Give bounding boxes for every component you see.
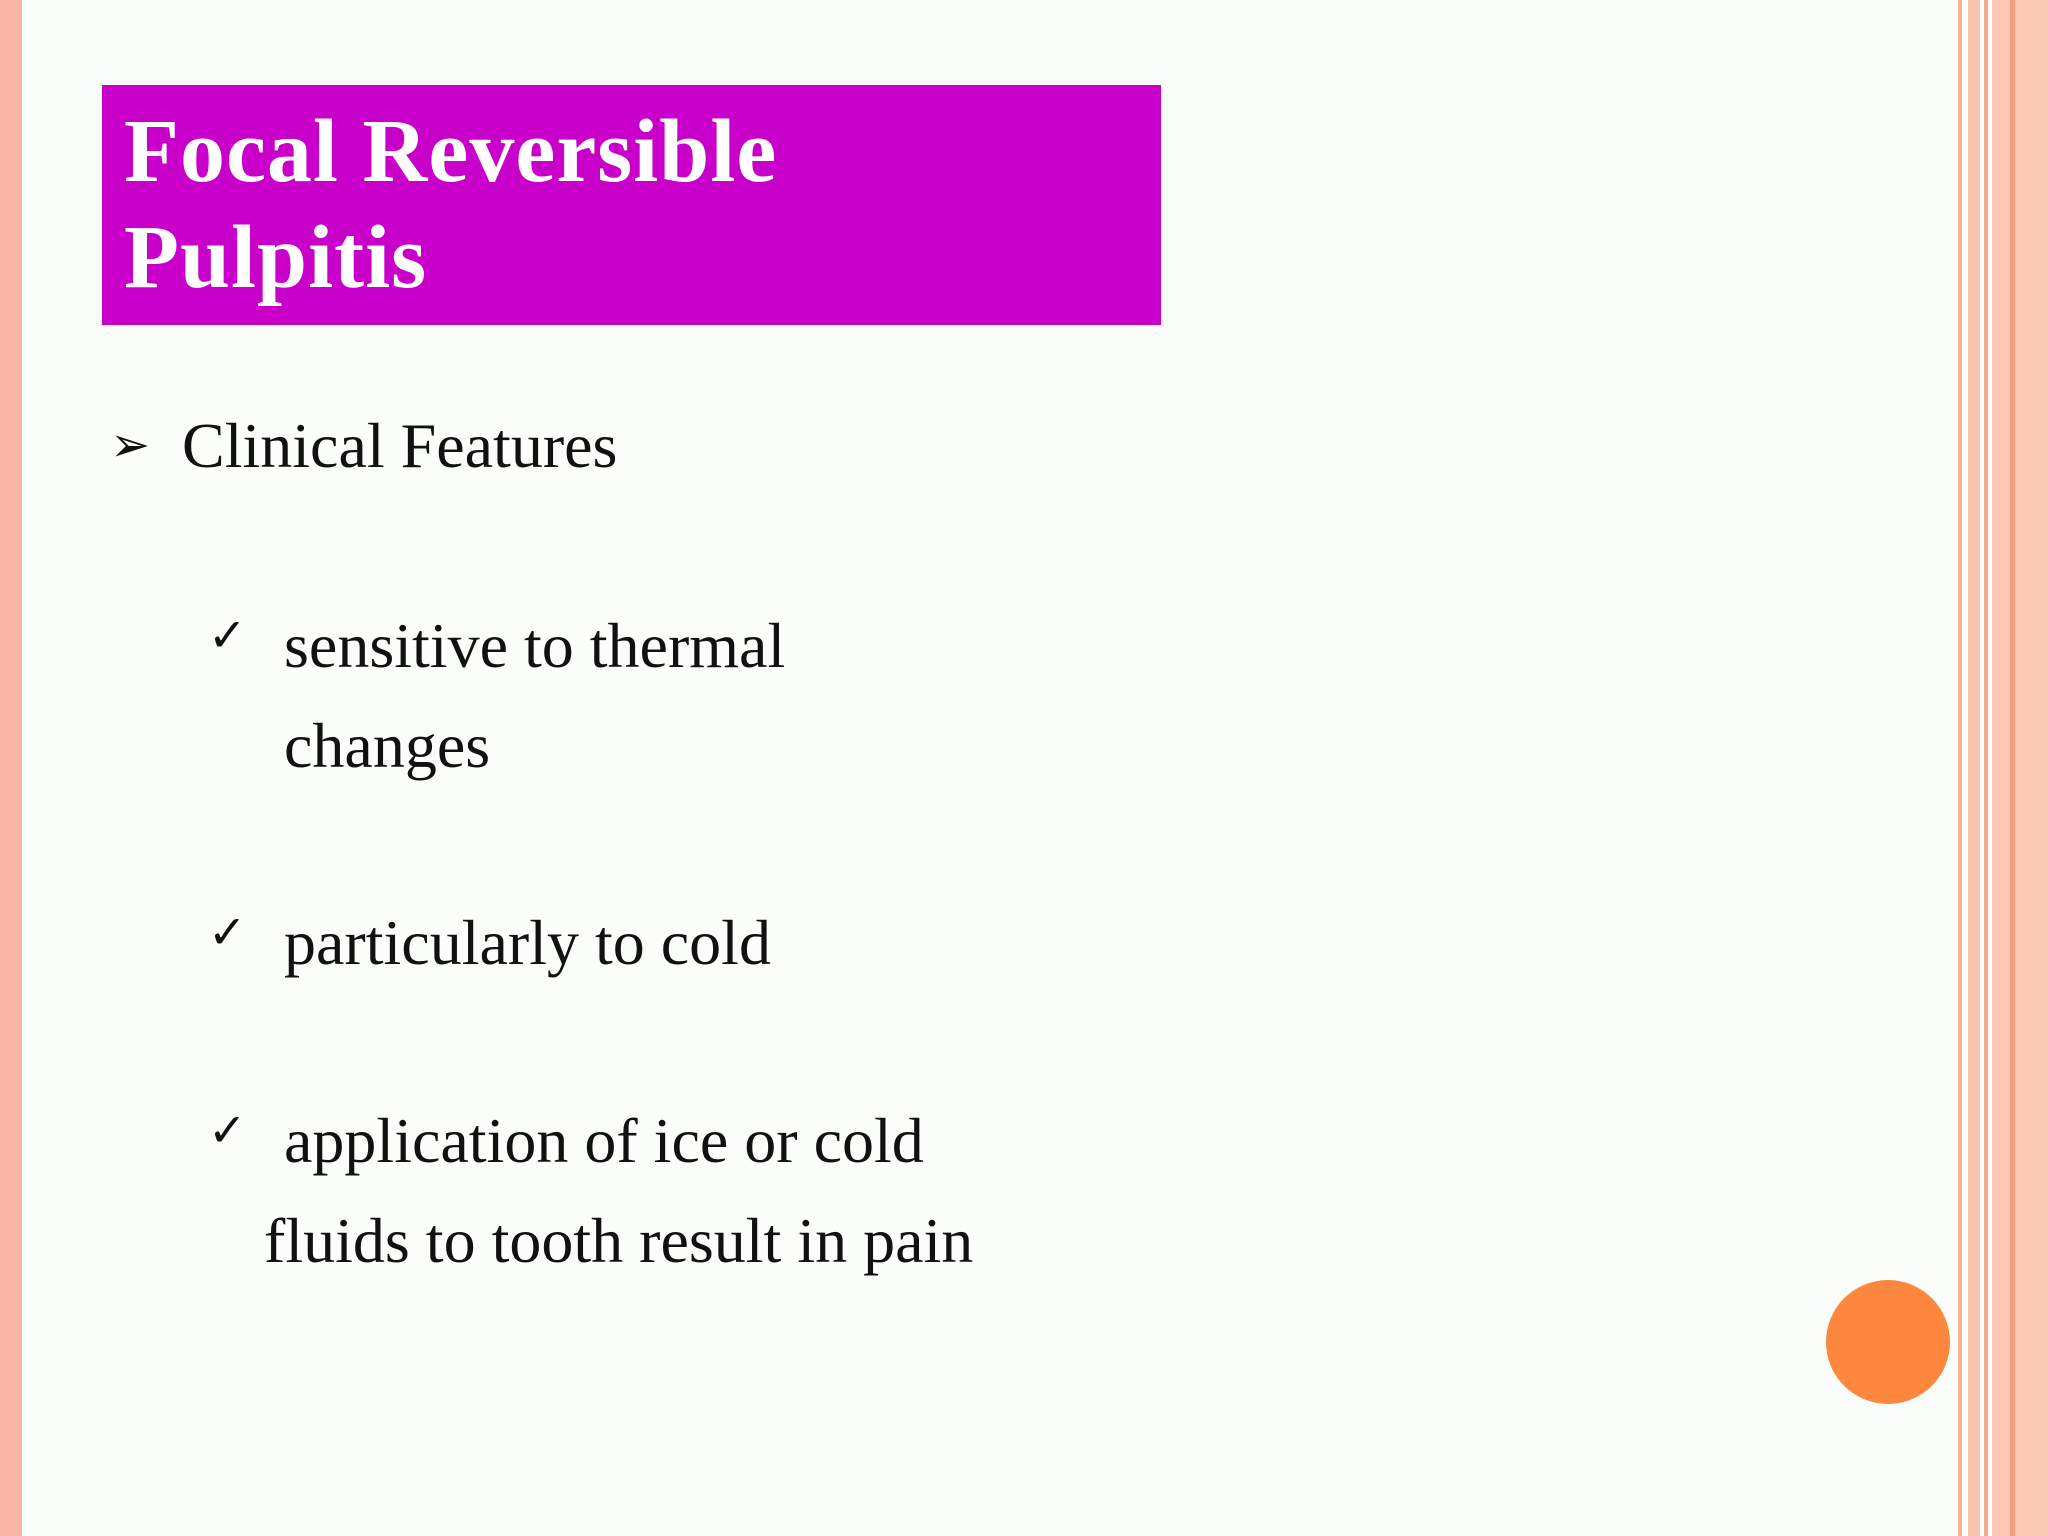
slide-title-line-1: Focal Reversible [124, 102, 778, 201]
list-item-text: particularly to cold [284, 907, 771, 978]
right-border-stripe [1968, 0, 1980, 1536]
arrow-bullet-icon: ➢ [110, 417, 151, 473]
list-item-text: sensitive to thermal [284, 610, 786, 681]
checkmark-icon: ✓ [208, 1103, 247, 1157]
right-border-band [1992, 0, 2048, 1536]
right-border-line [2010, 0, 2015, 1536]
list-item-text-continuation: fluids to tooth result in pain [264, 1205, 974, 1276]
list-item-text-continuation: changes [284, 710, 491, 781]
left-border-stripe [0, 0, 22, 1536]
heading-bullet [110, 405, 617, 486]
checkmark-icon: ✓ [208, 905, 247, 959]
accent-circle [1826, 1280, 1950, 1404]
slide-title-line-2: Pulpitis [124, 208, 428, 307]
heading-bullet-text: Clinical Features [182, 410, 618, 481]
checkmark-icon: ✓ [208, 608, 247, 662]
slide-title-box [102, 85, 1161, 325]
list-item-text: application of ice or cold [284, 1105, 924, 1176]
